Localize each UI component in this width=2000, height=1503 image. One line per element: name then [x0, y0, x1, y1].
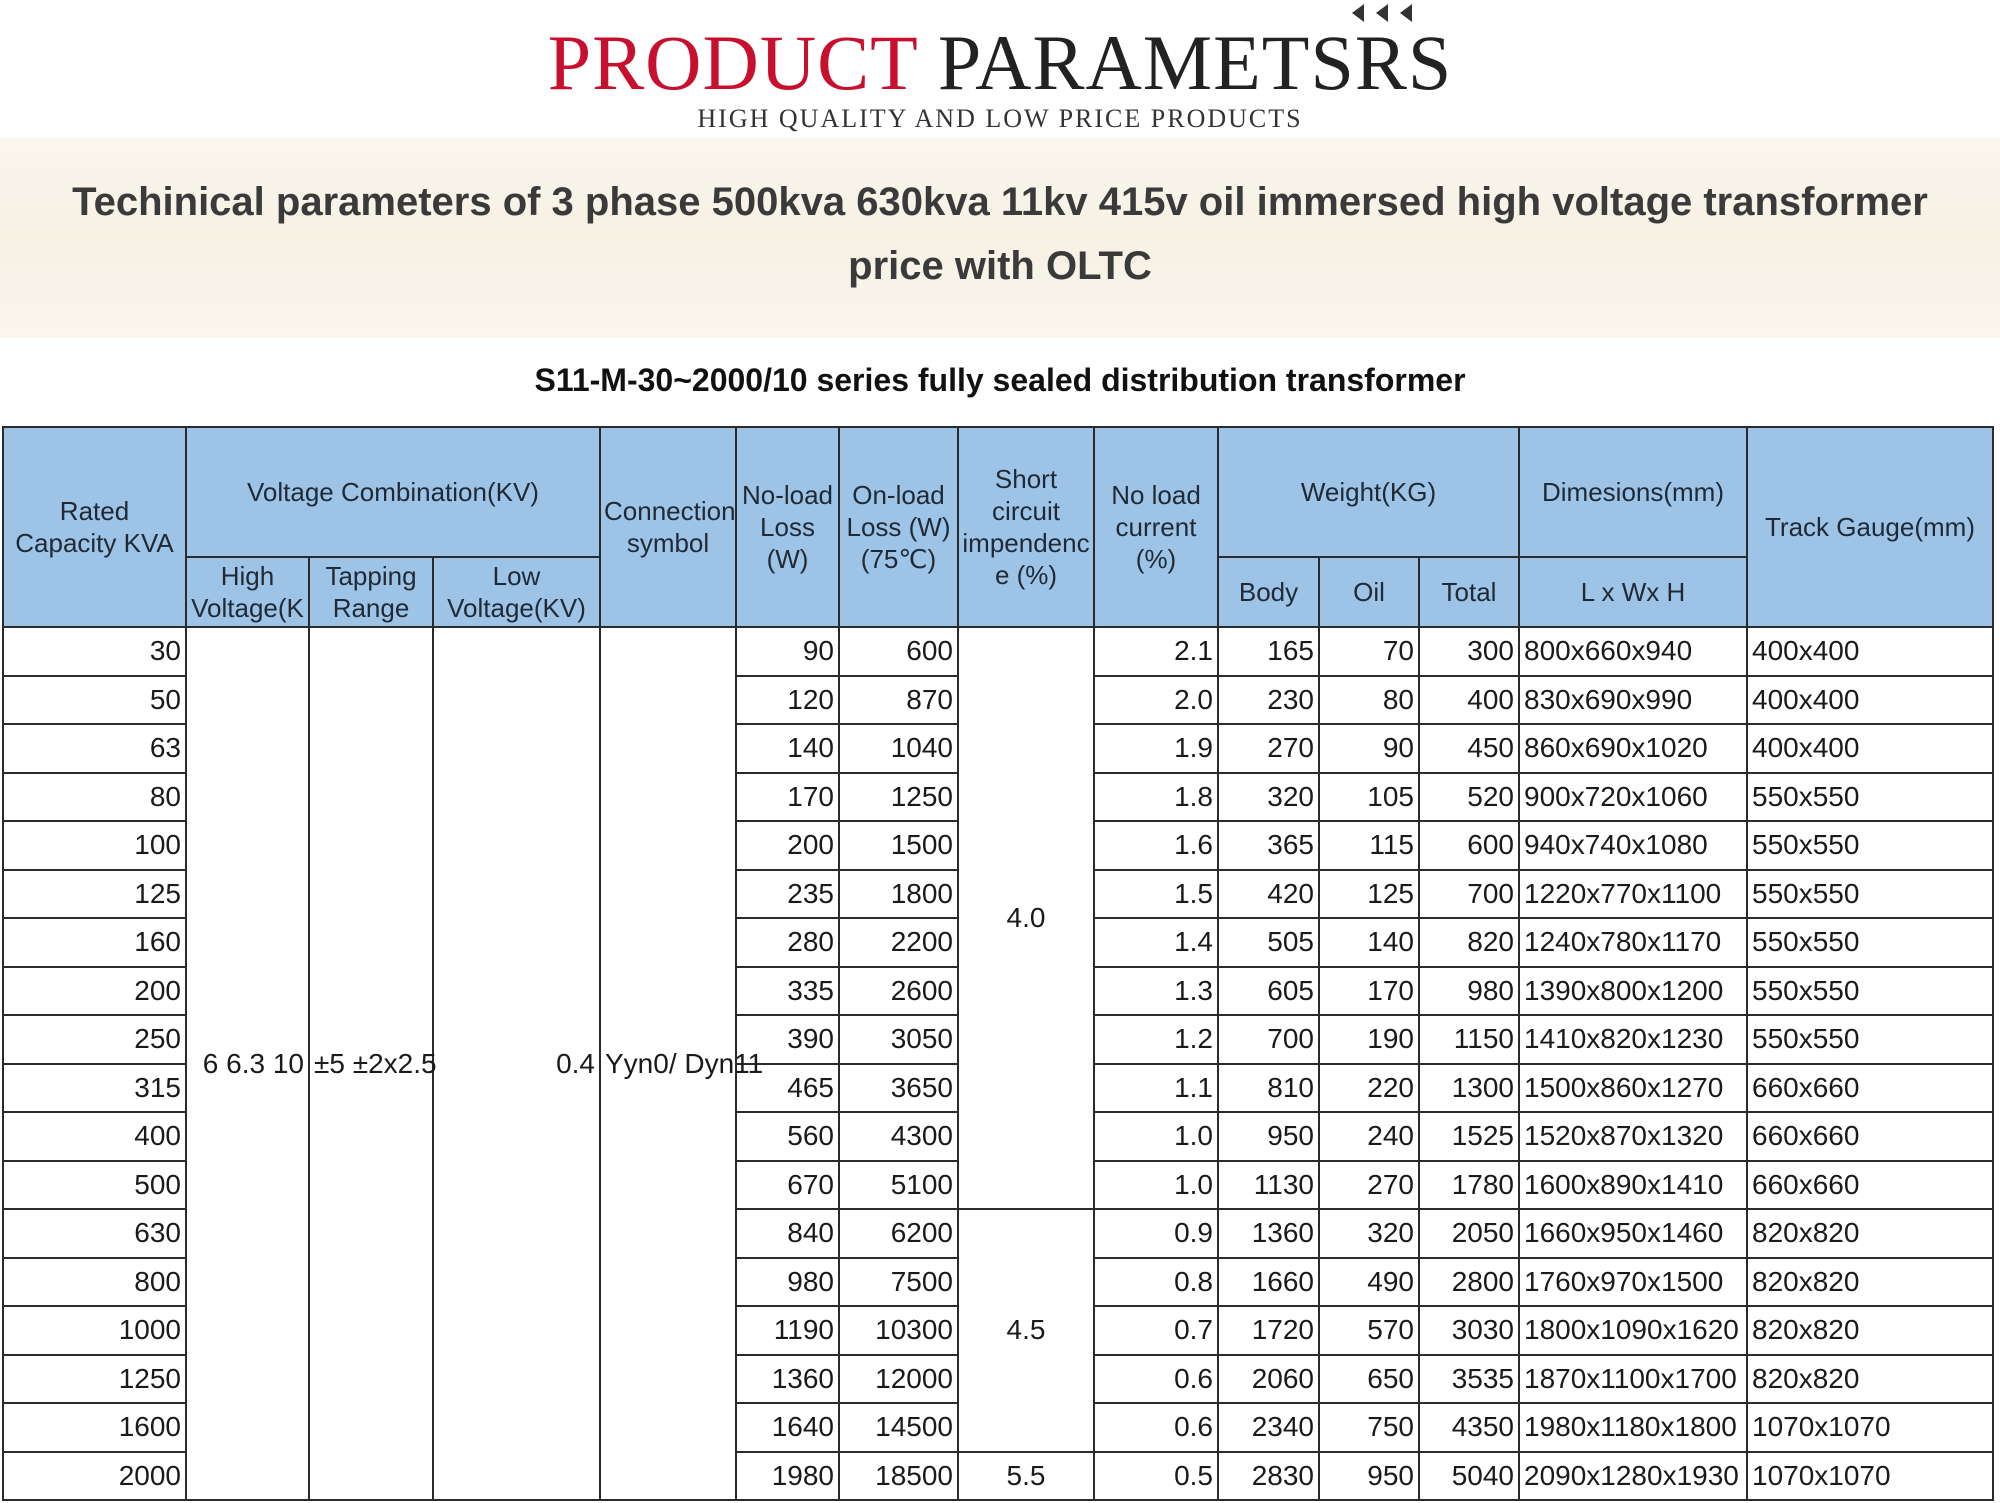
header-row-1 [3, 427, 1993, 557]
cell-no-load-current: 1.1 [1094, 1064, 1218, 1113]
cell-dimensions: 900x720x1060 [1519, 773, 1747, 822]
cell-total-weight: 980 [1419, 967, 1519, 1016]
cell-no-load-loss: 1980 [736, 1452, 839, 1501]
th-high-voltage: High Voltage(K [186, 557, 309, 627]
cell-track-gauge: 1070x1070 [1747, 1403, 1993, 1452]
cell-no-load-loss: 980 [736, 1258, 839, 1307]
cell-no-load-loss: 390 [736, 1015, 839, 1064]
th-on-load-loss: On-load Loss (W) (75℃) [839, 427, 958, 627]
cell-on-load-loss: 4300 [839, 1112, 958, 1161]
cell-body-weight: 1360 [1218, 1209, 1319, 1258]
cell-on-load-loss: 18500 [839, 1452, 958, 1501]
cell-on-load-loss: 600 [839, 627, 958, 676]
cell-oil-weight: 170 [1319, 967, 1419, 1016]
cell-no-load-loss: 200 [736, 821, 839, 870]
spec-table-body [3, 627, 1993, 1500]
cell-kva: 80 [3, 773, 186, 822]
cell-total-weight: 5040 [1419, 1452, 1519, 1501]
th-rated-capacity: Rated Capacity KVA [3, 427, 186, 627]
cell-dimensions: 830x690x990 [1519, 676, 1747, 725]
cell-dimensions: 1980x1180x1800 [1519, 1403, 1747, 1452]
cell-total-weight: 3535 [1419, 1355, 1519, 1404]
cell-dimensions: 1600x890x1410 [1519, 1161, 1747, 1210]
cell-body-weight: 2830 [1218, 1452, 1319, 1501]
cell-tapping-range: ±5 ±2x2.5 [309, 627, 433, 1500]
cell-no-load-loss: 465 [736, 1064, 839, 1113]
cell-total-weight: 300 [1419, 627, 1519, 676]
cell-kva: 160 [3, 918, 186, 967]
tech-title: Techinical parameters of 3 phase 500kva 630kva 11kv 415v oil immersed high voltage transformer price with OLTC [72, 180, 1928, 288]
cell-dimensions: 1500x860x1270 [1519, 1064, 1747, 1113]
cell-body-weight: 505 [1218, 918, 1319, 967]
cell-no-load-loss: 840 [736, 1209, 839, 1258]
cell-on-load-loss: 2600 [839, 967, 958, 1016]
cell-kva: 250 [3, 1015, 186, 1064]
cell-kva: 500 [3, 1161, 186, 1210]
cell-total-weight: 1780 [1419, 1161, 1519, 1210]
cell-no-load-loss: 1640 [736, 1403, 839, 1452]
spec-table [2, 426, 1994, 1501]
cell-on-load-loss: 6200 [839, 1209, 958, 1258]
cell-kva: 125 [3, 870, 186, 919]
cell-track-gauge: 660x660 [1747, 1112, 1993, 1161]
cell-total-weight: 450 [1419, 724, 1519, 773]
cell-dimensions: 1240x780x1170 [1519, 918, 1747, 967]
cell-dimensions: 1390x800x1200 [1519, 967, 1747, 1016]
cell-on-load-loss: 1250 [839, 773, 958, 822]
cell-oil-weight: 950 [1319, 1452, 1419, 1501]
cell-no-load-current: 0.6 [1094, 1355, 1218, 1404]
cell-kva: 315 [3, 1064, 186, 1113]
cell-oil-weight: 90 [1319, 724, 1419, 773]
cell-body-weight: 230 [1218, 676, 1319, 725]
cell-total-weight: 2800 [1419, 1258, 1519, 1307]
cell-track-gauge: 820x820 [1747, 1306, 1993, 1355]
cell-total-weight: 1525 [1419, 1112, 1519, 1161]
cell-no-load-current: 1.0 [1094, 1161, 1218, 1210]
cell-oil-weight: 650 [1319, 1355, 1419, 1404]
cell-dimensions: 940x740x1080 [1519, 821, 1747, 870]
cell-on-load-loss: 1800 [839, 870, 958, 919]
cell-body-weight: 2060 [1218, 1355, 1319, 1404]
cell-dimensions: 1410x820x1230 [1519, 1015, 1747, 1064]
cell-kva: 1600 [3, 1403, 186, 1452]
cell-kva: 50 [3, 676, 186, 725]
cell-kva: 2000 [3, 1452, 186, 1501]
cell-total-weight: 600 [1419, 821, 1519, 870]
cell-dimensions: 1870x1100x1700 [1519, 1355, 1747, 1404]
cell-no-load-current: 0.7 [1094, 1306, 1218, 1355]
cell-no-load-loss: 1360 [736, 1355, 839, 1404]
cell-dimensions: 1800x1090x1620 [1519, 1306, 1747, 1355]
cell-kva: 1250 [3, 1355, 186, 1404]
cell-no-load-current: 1.2 [1094, 1015, 1218, 1064]
cell-total-weight: 3030 [1419, 1306, 1519, 1355]
th-low-voltage: Low Voltage(KV) [433, 557, 600, 627]
cell-dimensions: 1220x770x1100 [1519, 870, 1747, 919]
cell-track-gauge: 550x550 [1747, 918, 1993, 967]
th-track-gauge: Track Gauge(mm) [1747, 427, 1993, 627]
series-title: S11-M-30~2000/10 series fully sealed distribution transformer [534, 362, 1466, 398]
th-tapping-range: Tapping Range [309, 557, 433, 627]
table-row [3, 627, 1993, 676]
cell-no-load-loss: 140 [736, 724, 839, 773]
cell-body-weight: 1720 [1218, 1306, 1319, 1355]
cell-track-gauge: 550x550 [1747, 1015, 1993, 1064]
cell-kva: 200 [3, 967, 186, 1016]
cell-on-load-loss: 1500 [839, 821, 958, 870]
brand-title-red: PRODUCT [547, 19, 918, 106]
cell-body-weight: 950 [1218, 1112, 1319, 1161]
cell-no-load-loss: 1190 [736, 1306, 839, 1355]
cell-oil-weight: 80 [1319, 676, 1419, 725]
cell-total-weight: 820 [1419, 918, 1519, 967]
th-no-load-loss: No-load Loss (W) [736, 427, 839, 627]
cell-on-load-loss: 5100 [839, 1161, 958, 1210]
th-short-circuit: Short circuit impendenc e (%) [958, 427, 1094, 627]
cell-body-weight: 1660 [1218, 1258, 1319, 1307]
cell-oil-weight: 220 [1319, 1064, 1419, 1113]
cell-no-load-loss: 120 [736, 676, 839, 725]
cell-no-load-current: 1.3 [1094, 967, 1218, 1016]
cell-total-weight: 4350 [1419, 1403, 1519, 1452]
cell-no-load-current: 1.5 [1094, 870, 1218, 919]
cell-on-load-loss: 870 [839, 676, 958, 725]
brand-title-dark: PARAMETSRS [937, 19, 1453, 106]
cell-connection-symbol: Yyn0/ Dyn11 [600, 627, 736, 1500]
cell-no-load-loss: 235 [736, 870, 839, 919]
cell-no-load-loss: 560 [736, 1112, 839, 1161]
th-body: Body [1218, 557, 1319, 627]
cell-total-weight: 2050 [1419, 1209, 1519, 1258]
cell-kva: 1000 [3, 1306, 186, 1355]
cell-impedance: 4.5 [958, 1209, 1094, 1452]
cell-oil-weight: 270 [1319, 1161, 1419, 1210]
cell-on-load-loss: 3050 [839, 1015, 958, 1064]
th-weight: Weight(KG) [1218, 427, 1519, 557]
cell-no-load-loss: 670 [736, 1161, 839, 1210]
cell-kva: 100 [3, 821, 186, 870]
arrows-decoration-icon [1352, 0, 1432, 26]
cell-track-gauge: 820x820 [1747, 1355, 1993, 1404]
cell-track-gauge: 550x550 [1747, 870, 1993, 919]
cell-oil-weight: 490 [1319, 1258, 1419, 1307]
cell-oil-weight: 240 [1319, 1112, 1419, 1161]
cell-no-load-loss: 280 [736, 918, 839, 967]
cell-on-load-loss: 2200 [839, 918, 958, 967]
cell-no-load-loss: 90 [736, 627, 839, 676]
cell-on-load-loss: 10300 [839, 1306, 958, 1355]
cell-body-weight: 605 [1218, 967, 1319, 1016]
cell-body-weight: 1130 [1218, 1161, 1319, 1210]
cell-on-load-loss: 1040 [839, 724, 958, 773]
cell-no-load-loss: 170 [736, 773, 839, 822]
cell-body-weight: 2340 [1218, 1403, 1319, 1452]
cell-dimensions: 1660x950x1460 [1519, 1209, 1747, 1258]
cell-track-gauge: 400x400 [1747, 676, 1993, 725]
cell-body-weight: 320 [1218, 773, 1319, 822]
cell-on-load-loss: 14500 [839, 1403, 958, 1452]
cell-no-load-current: 0.9 [1094, 1209, 1218, 1258]
cell-no-load-current: 1.9 [1094, 724, 1218, 773]
cell-body-weight: 420 [1218, 870, 1319, 919]
cell-no-load-current: 2.1 [1094, 627, 1218, 676]
cell-track-gauge: 550x550 [1747, 821, 1993, 870]
cell-kva: 30 [3, 627, 186, 676]
cell-body-weight: 810 [1218, 1064, 1319, 1113]
cell-oil-weight: 320 [1319, 1209, 1419, 1258]
cell-no-load-loss: 335 [736, 967, 839, 1016]
th-connection-symbol: Connection symbol [600, 427, 736, 627]
brand-subtitle: HIGH QUALITY AND LOW PRICE PRODUCTS [697, 104, 1303, 133]
cell-track-gauge: 550x550 [1747, 967, 1993, 1016]
th-no-load-current: No load current (%) [1094, 427, 1218, 627]
cell-kva: 630 [3, 1209, 186, 1258]
cell-body-weight: 700 [1218, 1015, 1319, 1064]
th-total: Total [1419, 557, 1519, 627]
cell-no-load-current: 1.8 [1094, 773, 1218, 822]
cell-dimensions: 2090x1280x1930 [1519, 1452, 1747, 1501]
cell-track-gauge: 660x660 [1747, 1161, 1993, 1210]
cell-dimensions: 1760x970x1500 [1519, 1258, 1747, 1307]
th-dimensions: Dimesions(mm) [1519, 427, 1747, 557]
cell-kva: 63 [3, 724, 186, 773]
cell-track-gauge: 820x820 [1747, 1209, 1993, 1258]
cell-track-gauge: 400x400 [1747, 724, 1993, 773]
cell-track-gauge: 660x660 [1747, 1064, 1993, 1113]
cell-on-load-loss: 12000 [839, 1355, 958, 1404]
th-lwh: L x Wx H [1519, 557, 1747, 627]
th-oil: Oil [1319, 557, 1419, 627]
cell-oil-weight: 125 [1319, 870, 1419, 919]
cell-no-load-current: 1.0 [1094, 1112, 1218, 1161]
cell-body-weight: 270 [1218, 724, 1319, 773]
cell-no-load-current: 1.4 [1094, 918, 1218, 967]
cell-oil-weight: 750 [1319, 1403, 1419, 1452]
cell-dimensions: 1520x870x1320 [1519, 1112, 1747, 1161]
cell-no-load-current: 0.5 [1094, 1452, 1218, 1501]
cell-impedance: 4.0 [958, 627, 1094, 1209]
cell-track-gauge: 820x820 [1747, 1258, 1993, 1307]
cell-total-weight: 400 [1419, 676, 1519, 725]
cell-no-load-current: 0.6 [1094, 1403, 1218, 1452]
cell-oil-weight: 140 [1319, 918, 1419, 967]
cell-total-weight: 700 [1419, 870, 1519, 919]
cell-track-gauge: 400x400 [1747, 627, 1993, 676]
cell-dimensions: 860x690x1020 [1519, 724, 1747, 773]
cell-body-weight: 365 [1218, 821, 1319, 870]
cell-impedance: 5.5 [958, 1452, 1094, 1501]
cell-no-load-current: 2.0 [1094, 676, 1218, 725]
cell-track-gauge: 1070x1070 [1747, 1452, 1993, 1501]
cell-no-load-current: 0.8 [1094, 1258, 1218, 1307]
cell-track-gauge: 550x550 [1747, 773, 1993, 822]
cell-kva: 800 [3, 1258, 186, 1307]
cell-oil-weight: 115 [1319, 821, 1419, 870]
cell-low-voltage: 0.4 [433, 627, 600, 1500]
cell-oil-weight: 105 [1319, 773, 1419, 822]
cell-oil-weight: 570 [1319, 1306, 1419, 1355]
cell-total-weight: 1150 [1419, 1015, 1519, 1064]
cell-on-load-loss: 7500 [839, 1258, 958, 1307]
cell-total-weight: 1300 [1419, 1064, 1519, 1113]
cell-kva: 400 [3, 1112, 186, 1161]
cell-on-load-loss: 3650 [839, 1064, 958, 1113]
th-voltage-combination: Voltage Combination(KV) [186, 427, 600, 557]
cell-oil-weight: 70 [1319, 627, 1419, 676]
cell-body-weight: 165 [1218, 627, 1319, 676]
brand-title [0, 18, 2000, 108]
cell-no-load-current: 1.6 [1094, 821, 1218, 870]
cell-oil-weight: 190 [1319, 1015, 1419, 1064]
cell-high-voltage: 6 6.3 10 [186, 627, 309, 1500]
cell-total-weight: 520 [1419, 773, 1519, 822]
cell-dimensions: 800x660x940 [1519, 627, 1747, 676]
